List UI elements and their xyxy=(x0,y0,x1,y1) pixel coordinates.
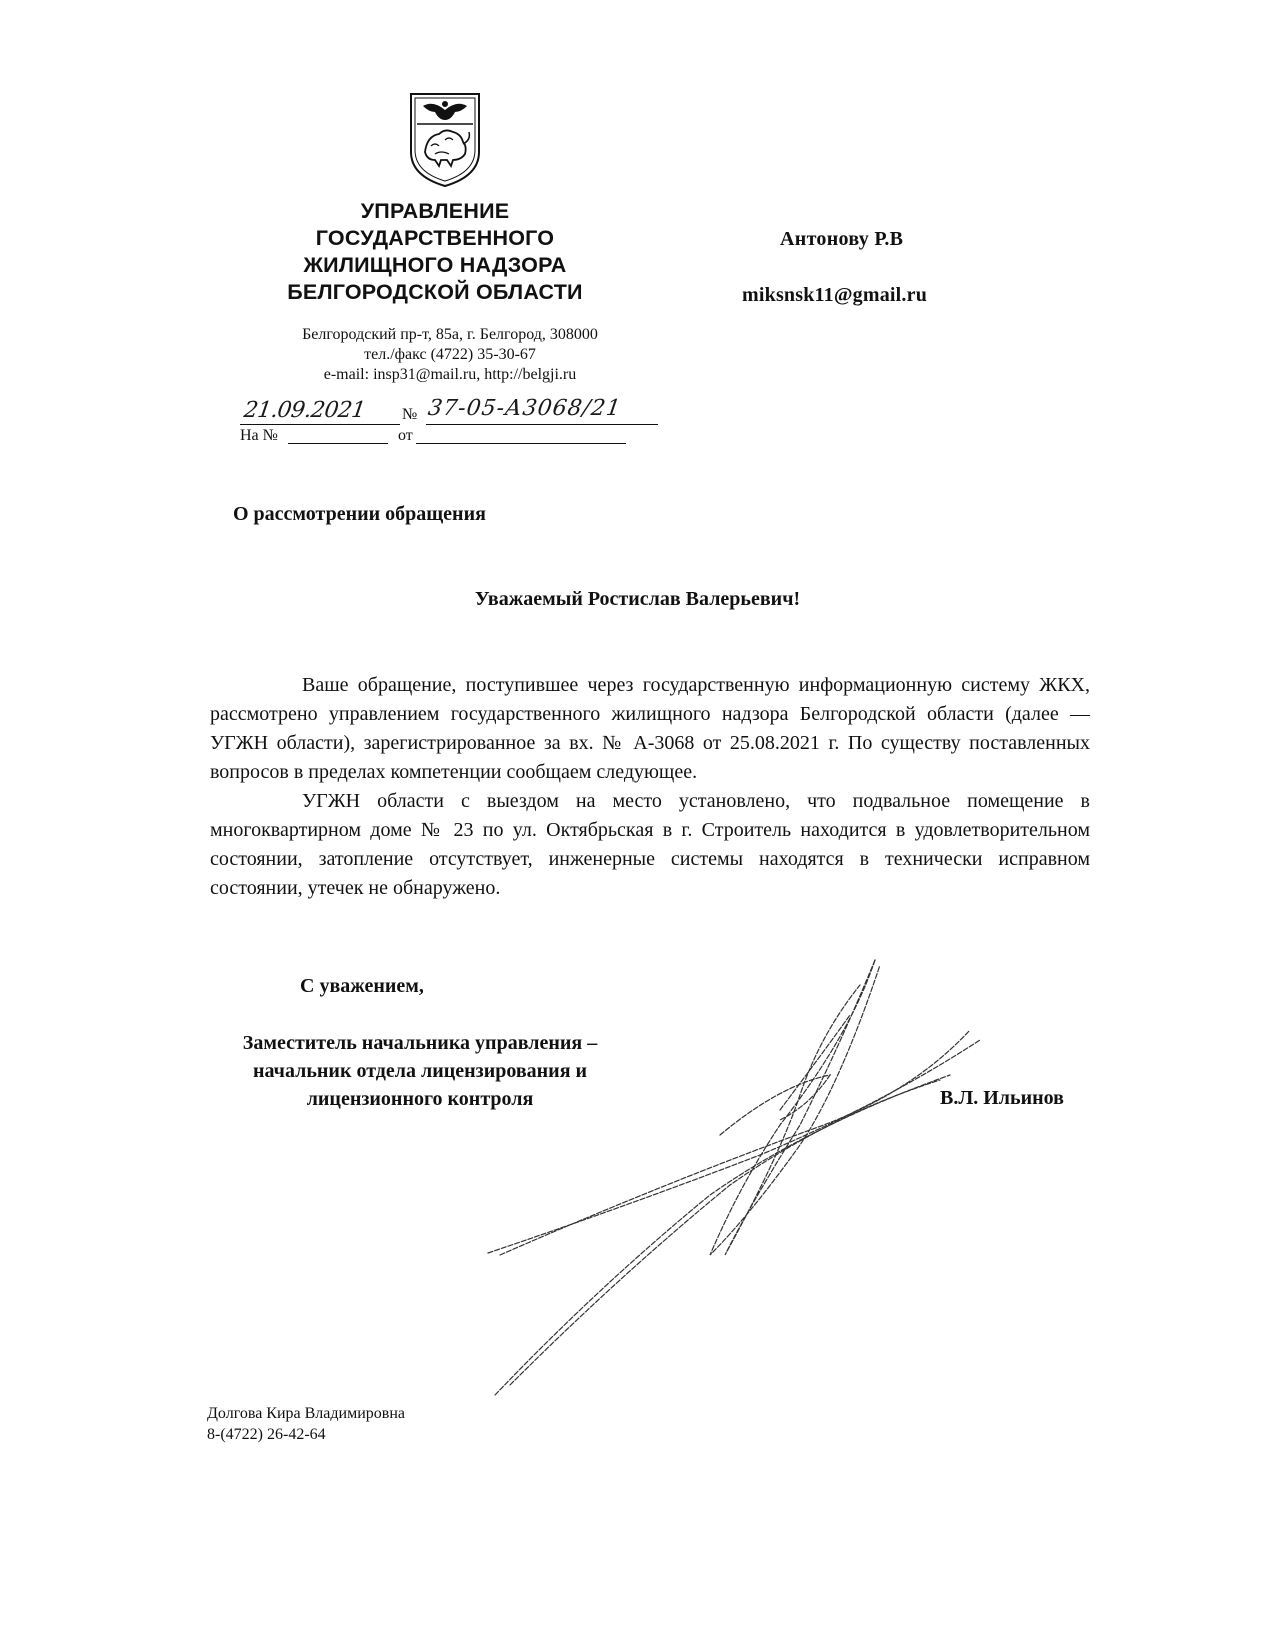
signer-position-line: лицензионного контроля xyxy=(306,1088,534,1110)
organization-name-line: ГОСУДАРСТВЕННОГО xyxy=(315,226,555,250)
reference-number-label: На № xyxy=(240,427,278,444)
organization-address: Белгородский пр-т, 85а, г. Белгород, 308000 xyxy=(302,326,598,343)
body-paragraph: Ваше обращение, поступившее через государственную информационную систему ЖКХ, рассмотрено управлением государственного жилищного надзора Белгородской области (далее — УГЖН области), зарегистрированное за вх. № А-3068 от 25.08.2021 г. По существу поставленных вопросов в пределах компетенции сообщаем следующее. xyxy=(210,674,1090,783)
recipient-name: Антонову Р.В xyxy=(780,228,904,250)
signer-name: В.Л. Ильинов xyxy=(940,1087,1064,1109)
recipient-email: miksnsk11@gmail.ru xyxy=(742,284,928,306)
organization-name-line: УПРАВЛЕНИЕ xyxy=(360,199,510,223)
organization-name-line: ЖИЛИЩНОГО НАДЗОРА xyxy=(303,253,567,277)
organization-email-web: e-mail: insp31@mail.ru, http://belgji.ru xyxy=(323,366,577,383)
letter-body xyxy=(210,671,1090,903)
registration-line xyxy=(240,396,670,430)
executor-name: Долгова Кира Владимировна xyxy=(207,1405,405,1422)
registration-number-underline xyxy=(426,424,658,425)
registration-date: 21.09.2021 xyxy=(242,398,367,423)
signer-position-line: Заместитель начальника управления – xyxy=(242,1032,598,1054)
letter-closing: С уважением, xyxy=(300,975,424,997)
signer-position-line: начальник отдела лицензирования и xyxy=(252,1060,588,1082)
coat-of-arms-icon xyxy=(405,90,485,190)
registration-date-underline xyxy=(240,424,400,425)
organization-phone: тел./факс (4722) 35-30-67 xyxy=(364,346,536,363)
reference-from-label: от xyxy=(398,427,413,444)
registration-number-label: № xyxy=(402,406,418,423)
organization-contacts xyxy=(250,325,650,385)
handwritten-signature xyxy=(480,955,1020,1405)
organization-name xyxy=(270,198,600,306)
letter-salutation: Уважаемый Ростислав Валерьевич! xyxy=(474,588,801,610)
executor-info xyxy=(207,1403,405,1445)
reference-from-blank xyxy=(416,443,626,444)
reference-number-blank xyxy=(288,443,388,444)
body-paragraph: УГЖН области с выездом на место установлено, что подвальное помещение в многоквартирном доме № 23 по ул. Октябрьская в г. Строитель находится в удовлетворительном состоянии, затопление отсутствует, инженерные системы находятся в технически исправном состоянии, утечек не обнаружено. xyxy=(210,790,1090,899)
executor-phone: 8-(4722) 26-42-64 xyxy=(207,1426,326,1443)
registration-number: 37-05-А3068/21 xyxy=(426,396,623,421)
organization-name-line: БЕЛГОРОДСКОЙ ОБЛАСТИ xyxy=(287,280,583,304)
reference-line xyxy=(240,427,640,449)
letter-subject: О рассмотрении обращения xyxy=(233,503,486,525)
